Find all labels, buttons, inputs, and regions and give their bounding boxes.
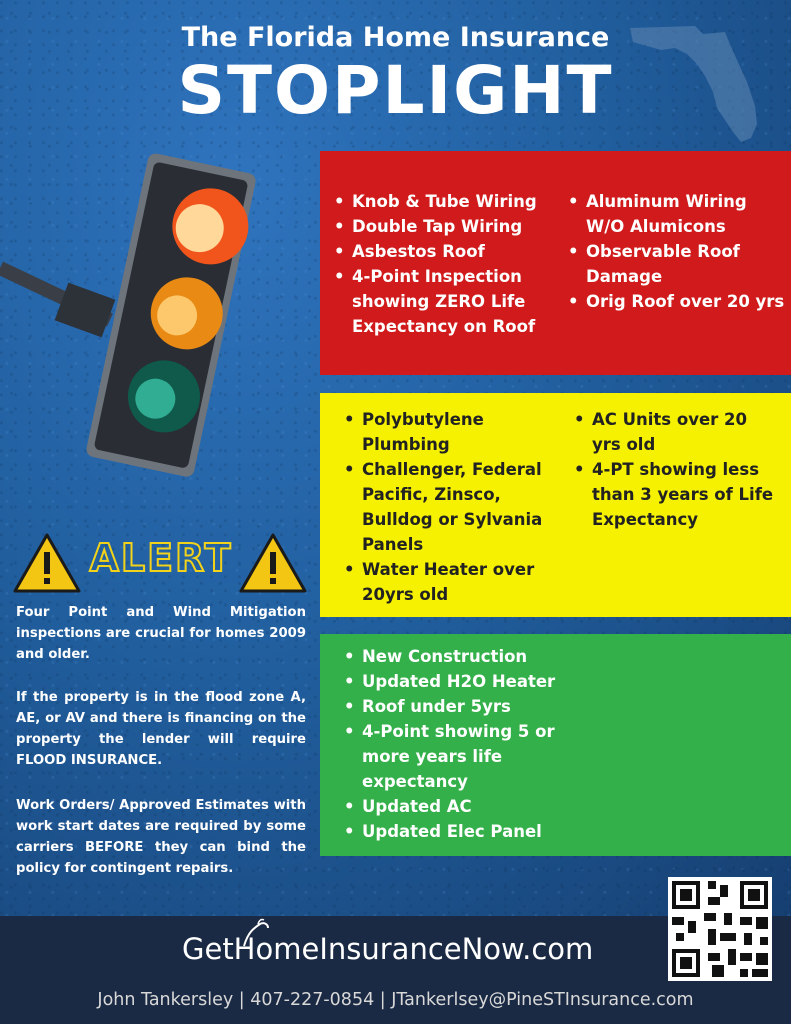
list-item: • AC Units over 20 yrs old (570, 407, 780, 457)
list-item: • Double Tap Wiring (330, 214, 552, 239)
poster-subtitle: The Florida Home Insurance (181, 22, 610, 53)
alert-paragraph: Four Point and Wind Mitigation inspections are crucial for homes 2009 and older. (16, 605, 306, 662)
contact-info: John Tankersley | 407-227-0854 | JTankerlsey@PineSTInsurance.com (97, 990, 694, 1010)
traffic-light-illustration (0, 140, 300, 500)
list-item: • Updated H2O Heater (340, 669, 580, 694)
list-item: • Asbestos Roof (330, 239, 552, 264)
warning-icon (238, 532, 308, 594)
list-item: • Challenger, Federal Pacific, Zinsco, Bulldog or Sylvania Panels (340, 457, 562, 557)
list-item: • Observable Roof Damage (564, 239, 789, 289)
list-item: • Updated Elec Panel (340, 819, 580, 844)
alert-heading (12, 528, 308, 594)
list-item: • Water Heater over 20yrs old (340, 557, 562, 607)
red-right-list (564, 189, 789, 314)
red-left-list (330, 189, 552, 339)
list-item: • Knob & Tube Wiring (330, 189, 552, 214)
list-item: • Aluminum Wiring W/O Alumicons (564, 189, 789, 239)
list-item: • Orig Roof over 20 yrs (564, 289, 789, 314)
warning-icon (12, 532, 82, 594)
alert-paragraph: Work Orders/ Approved Estimates with work start dates are required by some carriers BEFORE they can bind the policy for contingent repairs. (16, 798, 306, 876)
list-item: • 4-Point Inspection showing ZERO Life Expectancy on Roof (330, 264, 552, 339)
yellow-right-list (570, 407, 780, 532)
list-item: • 4-Point showing 5 or more years life expectancy (340, 719, 580, 794)
yellow-light-box (320, 393, 791, 617)
green-light-box (320, 634, 791, 856)
alert-paragraph: If the property is in the flood zone A, AE, or AV and there is financing on the property the lender will require FLOOD INSURANCE. (16, 690, 306, 768)
red-light-box (320, 151, 791, 375)
green-list (340, 644, 580, 844)
alert-label: ALERT (89, 536, 233, 580)
list-item: • New Construction (340, 644, 580, 669)
list-item: • Updated AC (340, 794, 580, 819)
brand-website-link[interactable]: GetHomeInsuranceNow.com (182, 932, 594, 966)
qr-code-icon[interactable] (668, 877, 772, 981)
list-item: • 4-PT showing less than 3 years of Life Expectancy (570, 457, 780, 532)
list-item: • Roof under 5yrs (340, 694, 580, 719)
yellow-left-list (340, 407, 562, 607)
list-item: • Polybutylene Plumbing (340, 407, 562, 457)
poster-title: STOPLIGHT (177, 52, 614, 129)
